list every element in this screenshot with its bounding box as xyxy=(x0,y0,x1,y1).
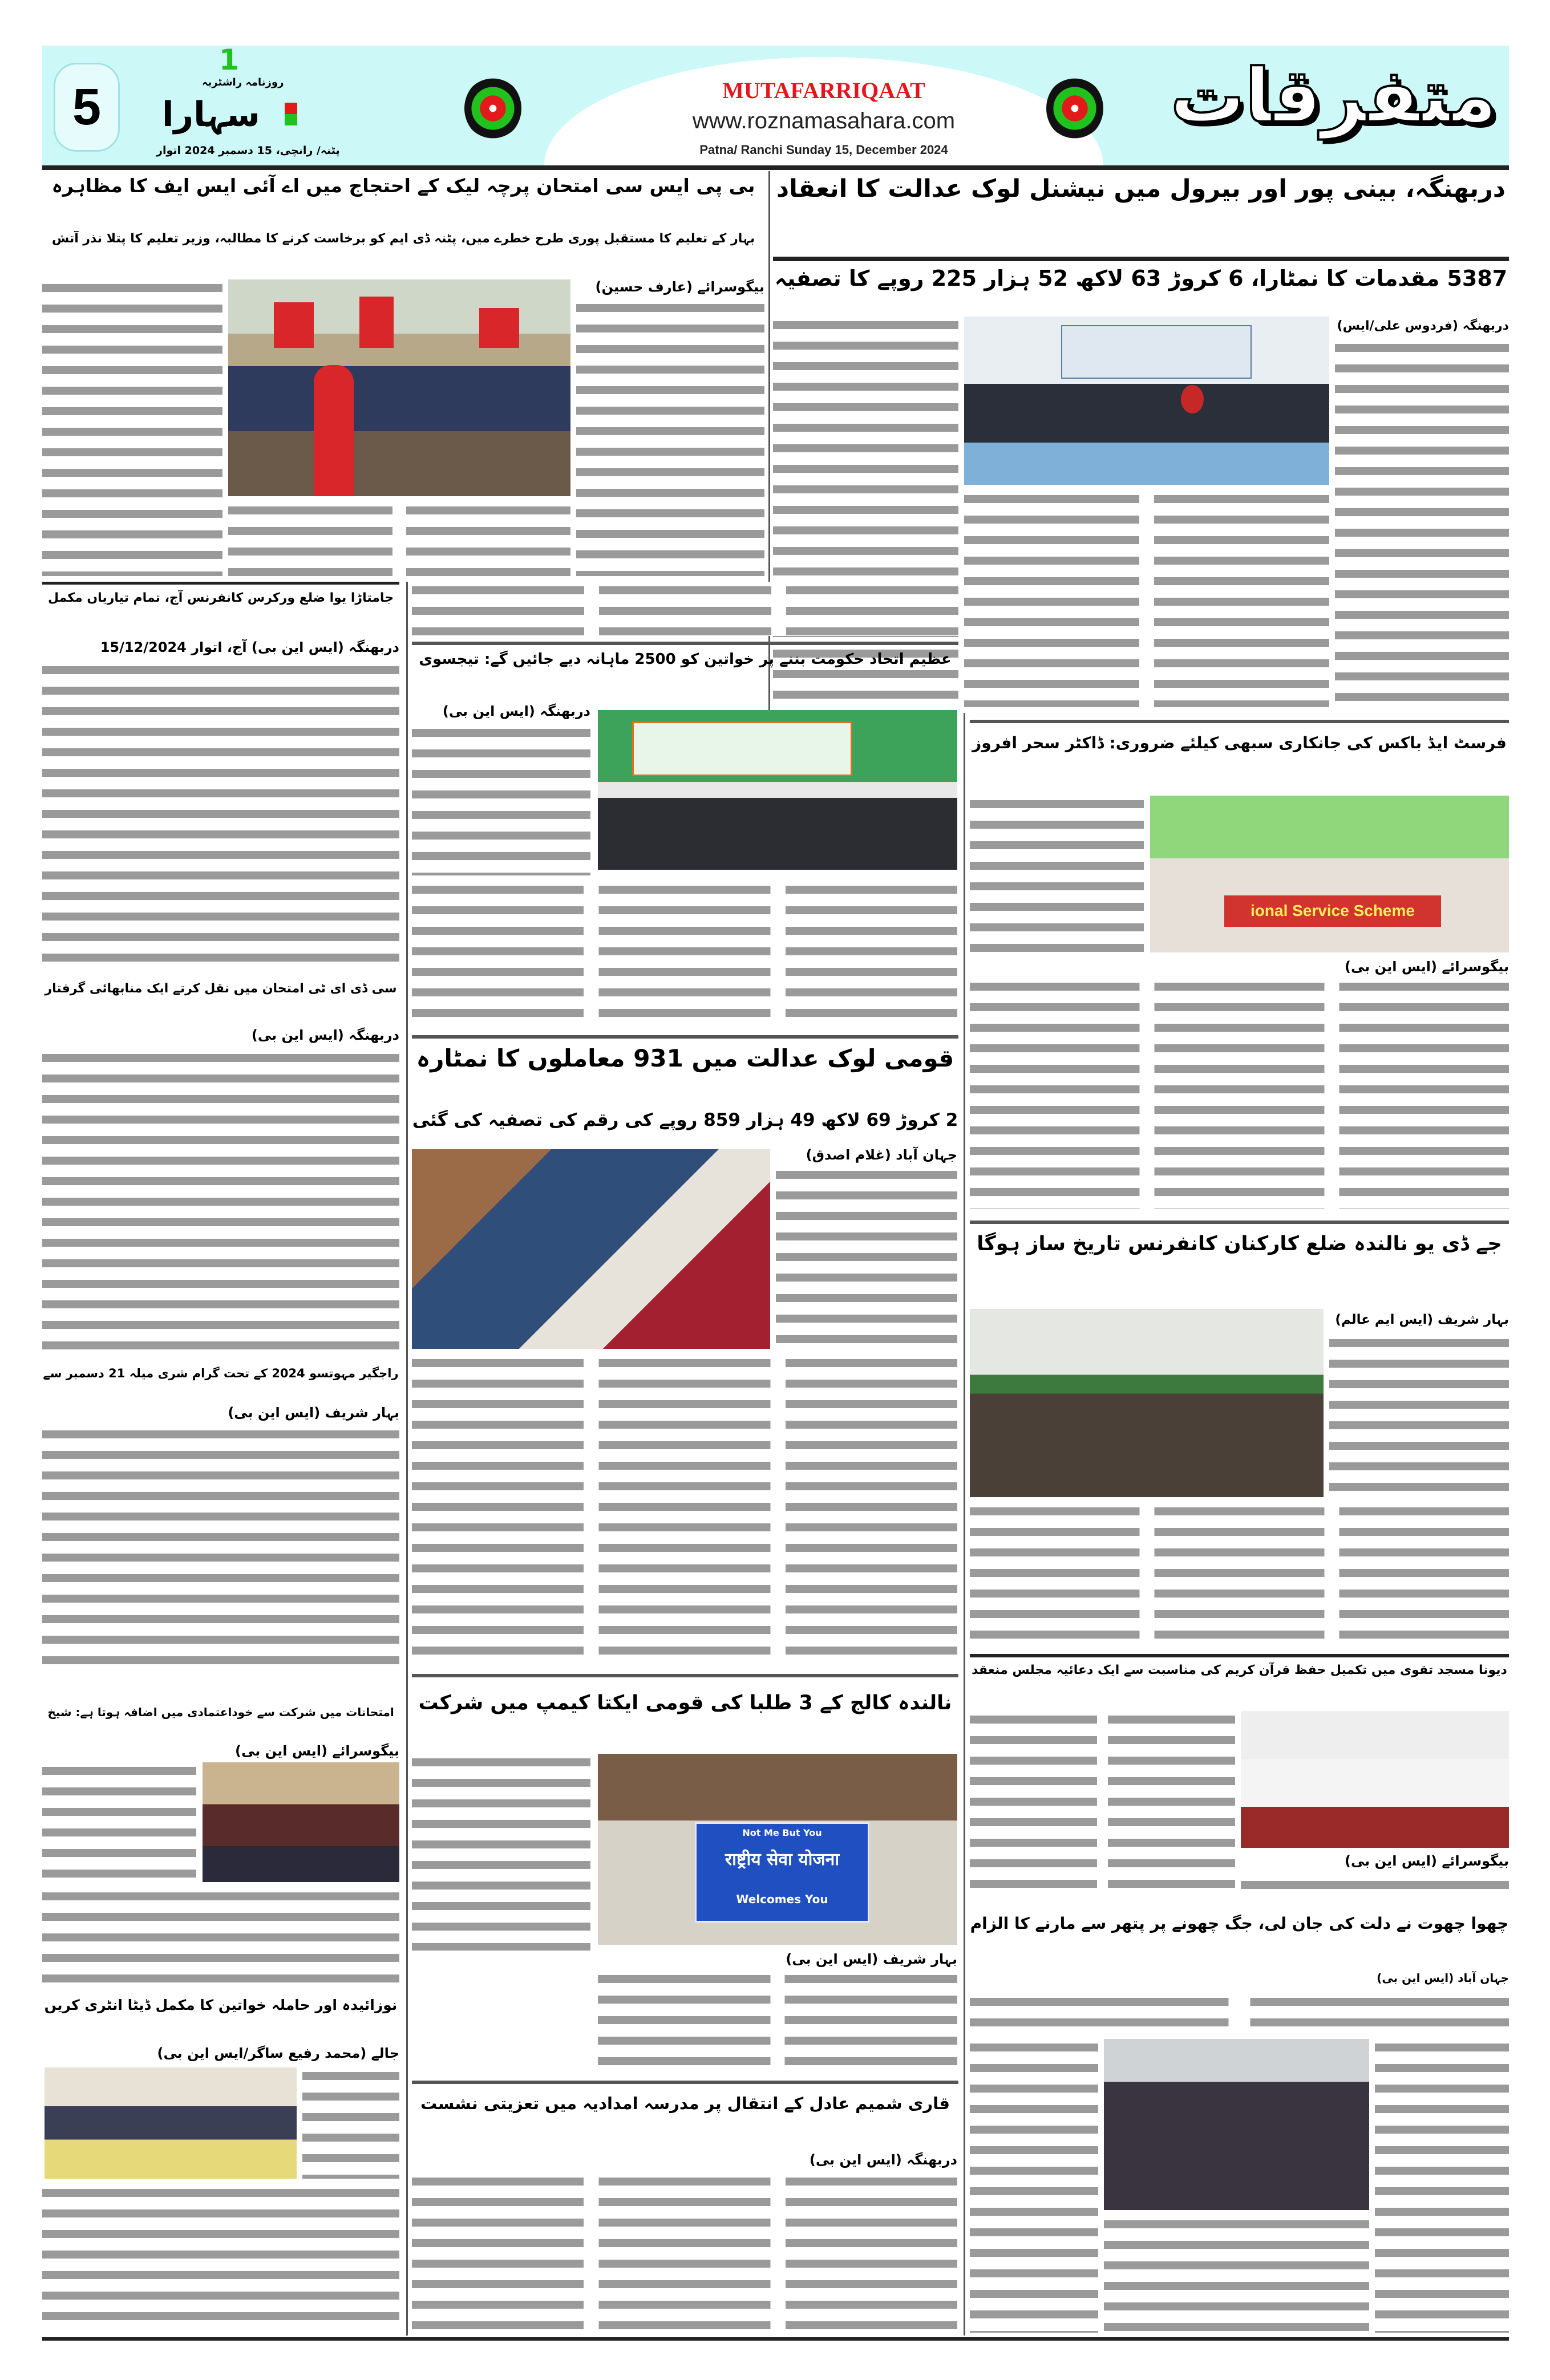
tejashwi-photo xyxy=(598,710,957,870)
deona-headline: دیونا مسجد تقوی میں تکمیل حفظ قرآن کریم کی مناسبت سے ایک دعائیہ مجلس منعقد xyxy=(972,1663,1507,1677)
english-date: Patna/ Ranchi Sunday 15, December 2024 xyxy=(699,143,948,157)
newborn-dateline: جالے (محمد رفیع ساگر/ایس این بی) xyxy=(157,2045,399,2061)
center-rule-2 xyxy=(412,1035,958,1039)
darbhanga-rule xyxy=(773,257,1509,261)
bpsc-dateline: بیگوسرائے (عارف حسین) xyxy=(595,279,764,295)
banner xyxy=(1061,325,1252,379)
section-title-english: MUTAFARRIQAAT xyxy=(722,78,925,103)
center-rule-3 xyxy=(412,1674,958,1677)
page-bottom-rule xyxy=(42,2337,1509,2341)
newborn-body-right xyxy=(302,2067,399,2179)
jdu-body-right xyxy=(1329,1335,1509,1497)
tejashwi-dateline: دربھنگہ (ایس این بی) xyxy=(442,703,590,719)
bpsc-body-continued xyxy=(412,582,958,636)
untouchability-body-bottom xyxy=(1104,2216,1369,2333)
nss-banner-text: ional Service Scheme xyxy=(1250,902,1415,919)
nalanda-college-dateline: بہار شریف (ایس این بی) xyxy=(786,1951,957,1967)
darbhanga-headline: دربھنگہ، بینی پور اور بیرول میں نیشنل لوک عدالت کا انعقاد xyxy=(776,175,1506,203)
center-rule-4 xyxy=(412,2081,958,2084)
first-aid-body-bottom xyxy=(970,978,1509,1209)
untouchability-body-top xyxy=(970,1993,1509,2033)
sun-emblem-left-icon xyxy=(464,77,521,140)
right-rule-3 xyxy=(970,1654,1509,1657)
nalanda-college-body-bottom xyxy=(598,1971,957,2070)
newborn-body-bottom xyxy=(42,2184,399,2333)
rajgir-body xyxy=(42,1426,399,1665)
deona-caption-text xyxy=(1241,1876,1509,1899)
exams-body-left xyxy=(42,1762,196,1882)
protester xyxy=(314,365,354,496)
nalanda-college-nss-photo xyxy=(598,1754,957,1945)
darbhanga-body-left xyxy=(773,317,958,707)
untouchability-crowd-photo xyxy=(1104,2039,1369,2210)
bpsc-subhead: بہار کے تعلیم کا مستقبل پوری طرح خطرے میں، پٹنہ ڈی ایم کو برخاست کرنے کا مطالبہ، وزیر تعلیم کا پتلا نذر آتش xyxy=(51,232,755,246)
tejashwi-headline: عظیم اتحاد حکومت بننے پر خواتین کو 2500 ماہانہ دیے جائیں گے: تیجسوی xyxy=(419,651,952,668)
cdet-dateline: دربھنگہ (ایس این بی) xyxy=(251,1027,399,1043)
nss-banner-bottom-text: Welcomes You xyxy=(736,1892,828,1906)
page-number: 5 xyxy=(72,79,102,136)
darbhanga-body-right xyxy=(1335,339,1509,707)
banner xyxy=(632,721,852,776)
logo-number: 1 xyxy=(219,43,239,76)
nss-banner-main-text: राष्ट्रीय सेवा योजना xyxy=(725,1850,840,1870)
jdu-headline: جے ڈی یو نالندہ ضلع کارکنان کانفرنس تاریخ ساز ہوگا xyxy=(977,1232,1502,1255)
urdu-date: پٹنہ/ رانچی، 15 دسمبر 2024 اتوار xyxy=(156,144,340,157)
flowers xyxy=(1181,385,1204,413)
nss-banner-top-text: Not Me But You xyxy=(742,1827,822,1838)
first-aid-photo xyxy=(1150,796,1509,952)
cdet-body xyxy=(42,1049,399,1360)
website-url: www.roznamasahara.com xyxy=(692,108,956,133)
nalanda-college-body-left xyxy=(412,1754,590,1951)
masthead xyxy=(42,43,1509,165)
lok-adalat-dateline: جہان آباد (غلام اصدق) xyxy=(806,1147,957,1163)
lok-adalat-subhead: 2 کروڑ 69 لاکھ 49 ہزار 859 روپے کی رقم کی تصفیہ کی گئی xyxy=(412,1110,958,1130)
bpsc-body-left xyxy=(42,279,222,576)
untouchability-headline: چھوا چھوت نے دلت کی جان لی، جگ چھونے پر پتھر سے مارنے کا الزام xyxy=(970,1914,1509,1933)
jdu-dateline: بہار شریف (ایس ایم عالم) xyxy=(1335,1312,1509,1327)
newborn-meeting-photo xyxy=(44,2067,297,2179)
exams-dateline: بیگوسرائے (ایس این بی) xyxy=(235,1743,399,1759)
center-col-divider xyxy=(964,713,965,2336)
jamtara-headline: جامتاڑا یوا ضلع ورکرس کانفرنس آج، تمام تیاریاں مکمل xyxy=(47,591,394,605)
nss-banner xyxy=(695,1822,869,1923)
untouchability-body-right xyxy=(1375,2039,1509,2333)
center-rule-1 xyxy=(412,642,958,645)
darbhanga-subhead: 5387 مقدمات کا نمٹارا، 6 کروڑ 63 لاکھ 52 ہزار 225 روپے کا تصفیہ xyxy=(774,266,1508,291)
left-col-rule xyxy=(42,582,399,585)
qari-dateline: دربھنگہ (ایس این بی) xyxy=(809,2152,957,2168)
bpsc-protest-photo xyxy=(228,279,570,496)
header-rule xyxy=(42,165,1509,170)
nalanda-college-headline: نالندہ کالج کے 3 طلبا کی قومی ایکتا کیمپ میں شرکت xyxy=(418,1692,952,1714)
red-flag xyxy=(359,297,394,348)
logo-subtitle: روزنامہ راشٹریہ xyxy=(202,76,284,88)
deona-photo-caption: بیگوسرائے (ایس این بی) xyxy=(1345,1853,1509,1869)
logo-flag-icon xyxy=(285,103,297,125)
nss-banner xyxy=(1224,895,1441,927)
untouchability-body-left xyxy=(970,2039,1098,2333)
rajgir-headline: راجگیر مہوتسو 2024 کے تحت گرام شری میلہ 21 دسمبر سے xyxy=(43,1367,399,1380)
lok-adalat-body-bottom xyxy=(412,1355,957,1663)
rajgir-dateline: بہار شریف (ایس این بی) xyxy=(228,1405,399,1421)
lok-adalat-photo xyxy=(412,1149,770,1349)
first-aid-headline: فرسٹ ایڈ باکس کی جانکاری سبھی کیلئے ضروری: ڈاکٹر سحر افروز xyxy=(972,733,1507,752)
jdu-body-bottom xyxy=(970,1503,1509,1648)
red-flag xyxy=(479,308,519,348)
deona-body xyxy=(970,1711,1235,1899)
lok-adalat-body-right xyxy=(776,1166,957,1349)
tejashwi-body-bottom xyxy=(412,881,957,1027)
cdet-headline: سی ڈی ای ٹی امتحان میں نقل کرتے ایک منابھائی گرفتار xyxy=(44,982,397,996)
qari-headline: قاری شمیم عادل کے انتقال پر مدرسہ امدادیہ میں تعزیتی نشست xyxy=(420,2094,950,2113)
right-rule-1 xyxy=(970,720,1509,723)
newborn-headline: نوزائیدہ اور حاملہ خواتین کا مکمل ڈیٹا انٹری کریں xyxy=(44,1997,398,2013)
right-rule-2 xyxy=(970,1221,1509,1224)
sun-emblem-right-icon xyxy=(1046,77,1103,140)
qari-body xyxy=(412,2173,957,2333)
darbhanga-dateline: دربھنگہ (فردوس علی/ایس) xyxy=(1337,319,1509,333)
exams-body-bottom xyxy=(42,1888,399,1990)
darbhanga-body-bottom xyxy=(964,490,1329,707)
deona-mosque-photo xyxy=(1241,1711,1509,1848)
red-flag xyxy=(274,302,314,348)
exams-photo xyxy=(203,1762,399,1882)
tejashwi-body-left xyxy=(412,724,590,875)
darbhanga-lok-adalat-photo xyxy=(964,317,1329,485)
section-title-urdu: متفرقات xyxy=(1170,52,1497,139)
untouchability-dateline: جہان آباد (ایس این بی) xyxy=(1377,1971,1509,1985)
first-aid-body-left xyxy=(970,796,1144,952)
bpsc-body-right xyxy=(576,299,764,576)
jamtara-dateline: دربھنگہ (ایس این بی) آج، اتوار 15/12/2024 xyxy=(100,639,399,655)
first-aid-dateline: بیگوسرائے (ایس این بی) xyxy=(1345,959,1509,975)
left-col-divider xyxy=(406,582,408,2336)
logo-text: سہارا xyxy=(162,95,260,135)
exams-headline: امتحانات میں شرکت سے خوداعتمادی میں اضافہ ہوتا ہے: شیخ xyxy=(47,1705,394,1719)
jamtara-body xyxy=(42,662,399,972)
lok-adalat-headline: قومی لوک عدالت میں 931 معاملوں کا نمٹارہ xyxy=(416,1044,954,1072)
page-number-badge xyxy=(54,63,120,152)
bpsc-headline: بی پی ایس سی امتحان پرچہ لیک کے احتجاج میں اے آئی ایس ایف کا مظاہرہ xyxy=(51,175,755,197)
bpsc-body-bottom xyxy=(228,502,570,576)
logo xyxy=(156,43,340,165)
jdu-photo xyxy=(970,1309,1324,1497)
